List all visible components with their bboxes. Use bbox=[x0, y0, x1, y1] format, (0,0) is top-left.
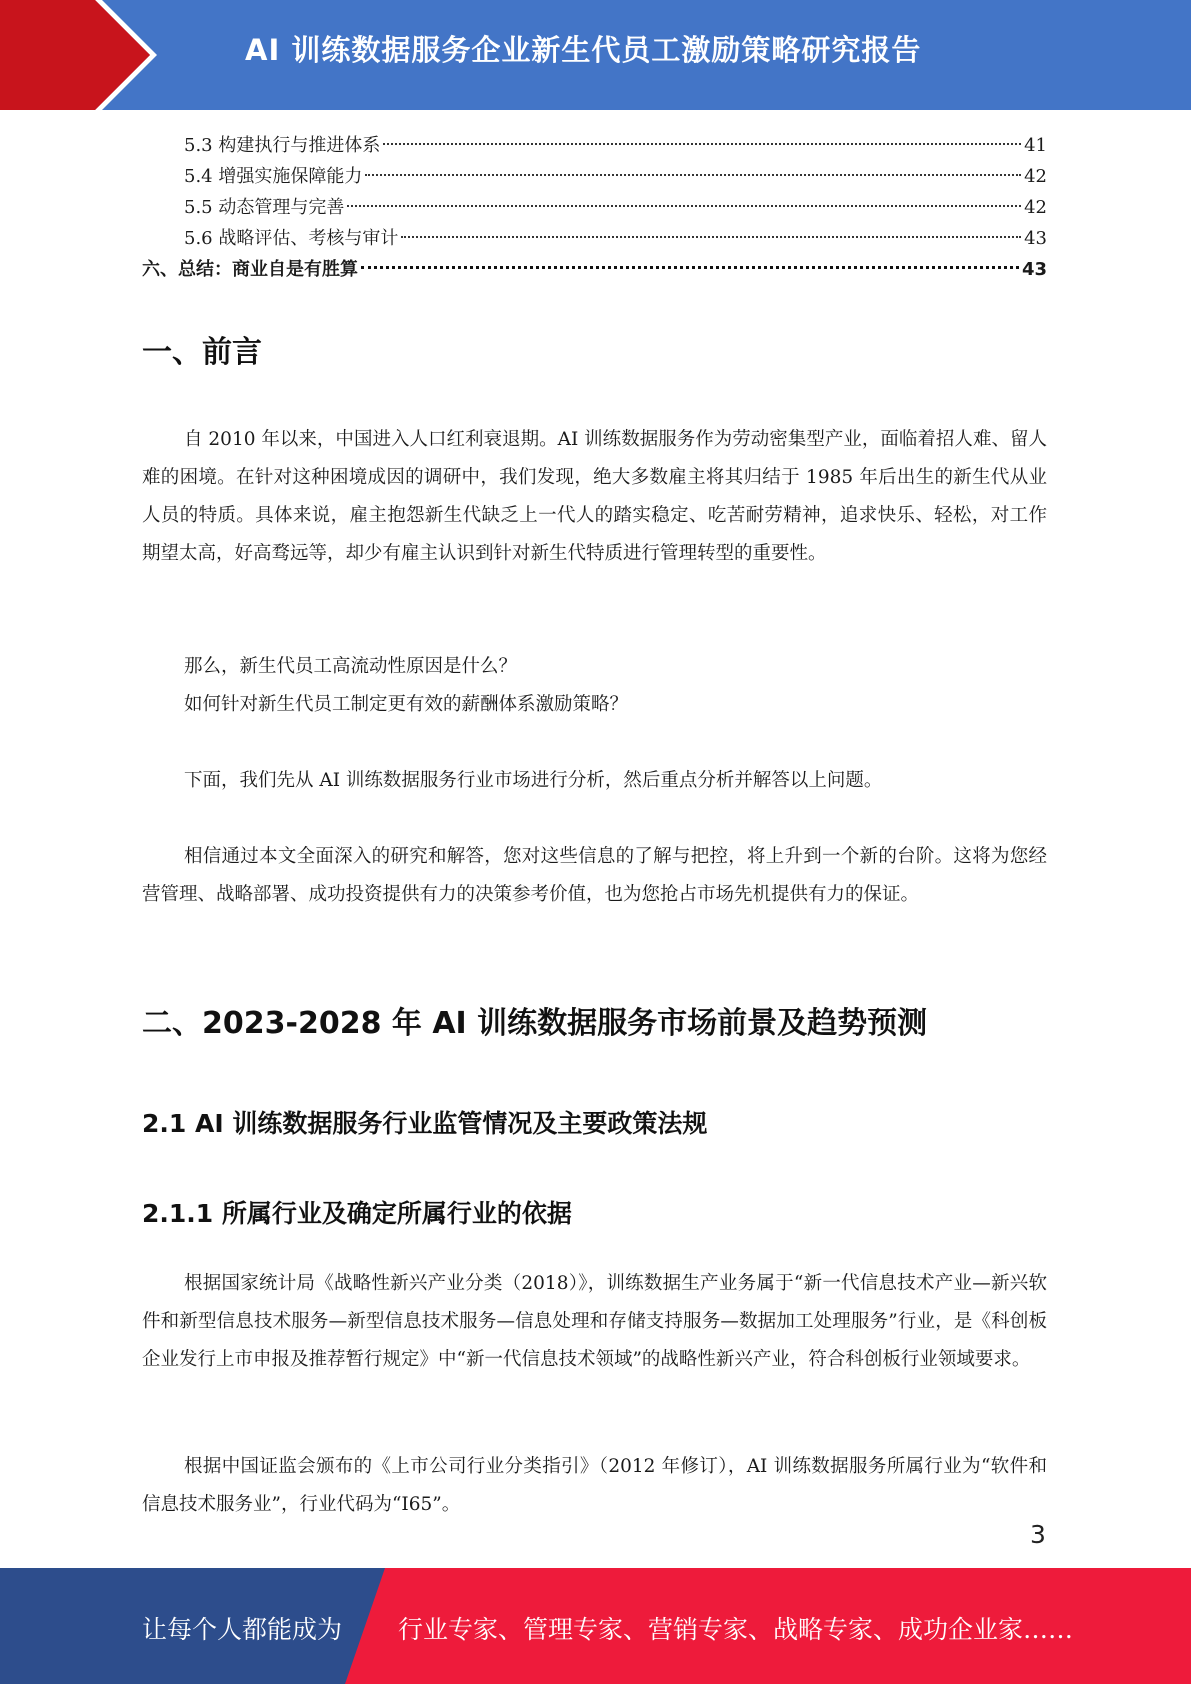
toc-entry-page: 41 bbox=[1024, 135, 1047, 156]
industry-paragraph-2: 根据中国证监会颁布的《上市公司行业分类指引》（2012 年修订），AI 训练数据服务所属行业为“软件和信息技术服务业”，行业代码为“I65”。 bbox=[142, 1456, 1047, 1515]
toc-entry-page: 43 bbox=[1021, 259, 1047, 280]
preface-question-2: 如何针对新生代员工制定更有效的薪酬体系激励策略？ bbox=[184, 694, 629, 715]
footer-slogan-right: 行业专家、管理专家、营销专家、战略专家、成功企业家…… bbox=[398, 1615, 1074, 1644]
preface-paragraph-2: 下面，我们先从 AI 训练数据服务行业市场进行分析，然后重点分析并解答以上问题。 bbox=[184, 770, 883, 791]
toc-entry-page: 43 bbox=[1024, 228, 1047, 249]
footer-slogan-left: 让每个人都能成为 bbox=[142, 1615, 343, 1644]
footer-banner bbox=[0, 1568, 1191, 1684]
toc-entry-label: 5.4 增强实施保障能力 bbox=[184, 166, 363, 187]
subsection-heading-2-1-1: 2.1.1 所属行业及确定所属行业的依据 bbox=[142, 1199, 572, 1228]
toc-entry[interactable] bbox=[142, 130, 1047, 161]
section-heading-forecast: 二、2023-2028 年 AI 训练数据服务市场前景及趋势预测 bbox=[142, 1006, 928, 1041]
toc-entry-label: 5.3 构建执行与推进体系 bbox=[184, 135, 381, 156]
subsection-heading-2-1: 2.1 AI 训练数据服务行业监管情况及主要政策法规 bbox=[142, 1109, 708, 1138]
toc-entry[interactable] bbox=[142, 161, 1047, 192]
table-of-contents bbox=[142, 130, 1047, 285]
preface-paragraph-1: 自 2010 年以来，中国进入人口红利衰退期。AI 训练数据服务作为劳动密集型产业，面临着招人难、留人难的困境。在针对这种困境成因的调研中，我们发现，绝大多数雇主将其归结于 1985 年后出生的新生代从业人员的特质。具体来说，雇主抱怨新生代缺乏上一代人的踏实稳定、吃苦耐劳精神，追求快乐、轻松，对工作期望太高，好高骛远等，却少有雇主认识到针对新生代特质进行管理转型的重要性。 bbox=[142, 429, 1047, 564]
toc-entry-page: 42 bbox=[1024, 166, 1047, 187]
report-title: AI 训练数据服务企业新生代员工激励策略研究报告 bbox=[245, 33, 922, 67]
toc-entry-chapter[interactable] bbox=[142, 254, 1047, 285]
toc-leader-dots bbox=[383, 143, 1021, 145]
toc-leader-dots bbox=[347, 205, 1021, 207]
toc-entry-label: 六、总结：商业自是有胜算 bbox=[142, 259, 358, 280]
toc-leader-dots bbox=[361, 266, 1019, 269]
toc-entry[interactable] bbox=[142, 192, 1047, 223]
toc-leader-dots bbox=[365, 174, 1021, 176]
page-number: 3 bbox=[1030, 1520, 1046, 1549]
toc-entry-label: 5.5 动态管理与完善 bbox=[184, 197, 345, 218]
preface-paragraph-3: 相信通过本文全面深入的研究和解答，您对这些信息的了解与把控，将上升到一个新的台阶。这将为您经营管理、战略部署、成功投资提供有力的决策参考价值，也为您抢占市场先机提供有力的保证。 bbox=[142, 846, 1047, 905]
toc-entry-page: 42 bbox=[1024, 197, 1047, 218]
header-banner bbox=[0, 0, 1191, 110]
toc-entry-label: 5.6 战略评估、考核与审计 bbox=[184, 228, 399, 249]
preface-question-1: 那么，新生代员工高流动性原因是什么？ bbox=[184, 656, 518, 677]
industry-paragraph-1: 根据国家统计局《战略性新兴产业分类（2018）》，训练数据生产业务属于“新一代信息技术产业—新兴软件和新型信息技术服务—新型信息技术服务—信息处理和存储支持服务—数据加工处理服务”行业，是《科创板企业发行上市申报及推荐暂行规定》中“新一代信息技术领域”的战略性新兴产业，符合科创板行业领域要求。 bbox=[142, 1273, 1047, 1370]
section-heading-preface: 一、前言 bbox=[142, 335, 262, 370]
toc-entry[interactable] bbox=[142, 223, 1047, 254]
toc-leader-dots bbox=[401, 236, 1021, 238]
